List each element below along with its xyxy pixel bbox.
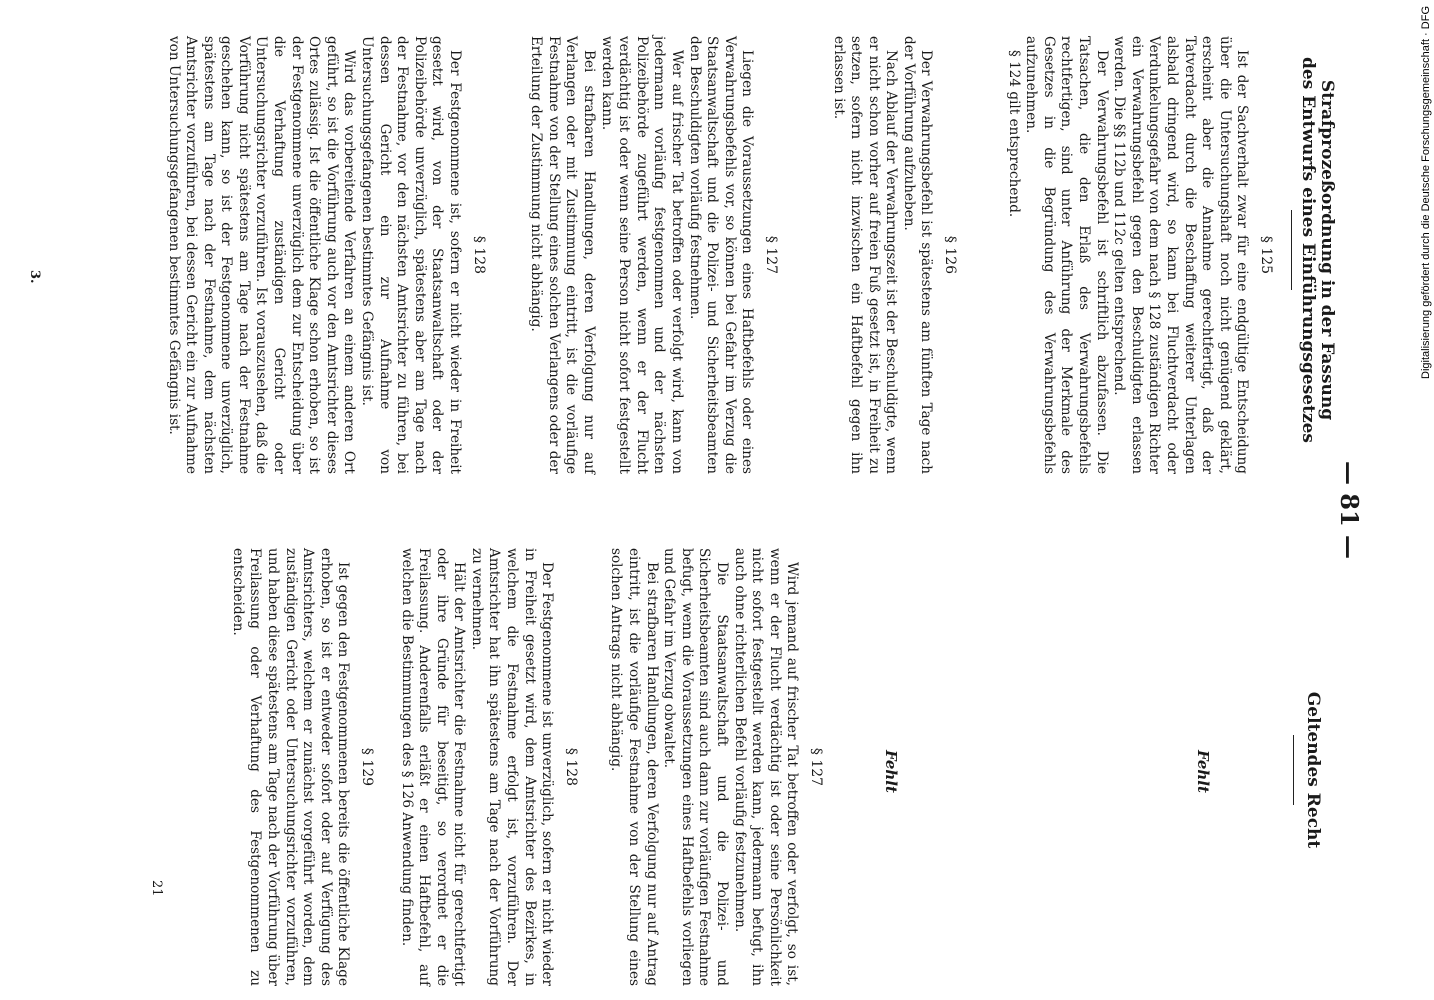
dfg-watermark xyxy=(1418,6,1434,996)
left-s128-p1: Der Festgenommene ist, sofern er nicht wieder in Freiheit gesetzt wird, von der Staatsanwaltschaft oder der Polizeibehörde unverzüglich, spätestens aber am Tage nach der Festnahme, vor den nächsten Amtsrichter zu führen, bei dessen Gericht ein zur Aufnahme von Untersuchungsgefangenen bestimmtes Gefängnis ist. xyxy=(359,36,464,474)
left-s126-p2: Nach Ablauf der Verwahrungszeit ist der Beschuldigte, wenn er nicht schon vorher auf freien Fuß gesetzt ist, in Freiheit zu setzen, sofern nicht inzwischen ein Haftbefehl gegen ihn erlassen ist. xyxy=(830,36,900,474)
right-s127-heading: § 127 xyxy=(808,747,824,787)
left-s125-heading: § 125 xyxy=(1258,235,1274,275)
right-s127-p3: Bei strafbaren Handlungen, deren Verfolgung nur auf Antrag eintritt, ist die vorläufige Festnahme von der Stellung eines solchen Antrags nicht abhängig. xyxy=(608,548,660,986)
right-s129-p1: Ist gegen den Festgenommenen bereits die öffentliche Klage erhoben, so ist er entweder sofort oder auf Verfügung des Amtsrichters, welchem er zunächst vorgeführt worden, dem zuständigen Gericht oder Untersuchungsrichter vorzuführen, und haben diese spätestens am Tage nach der Vorführung über Freilassung oder Verhaftung des Festgenommenen zu entscheiden. xyxy=(229,548,352,986)
right-s127-p2: Die Staatsanwaltschaft und die Polizei- und Sicherheitsbeamten sind auch dann zur vorläufigen Festnahme befugt, wenn die Voraussetzungen eines Haftbefehls vorliegen und Gefahr im Verzug obwaltet. xyxy=(661,548,731,986)
left-s128-p2: Wird das vorbereitende Verfahren an einem anderen Ort geführt, so ist die Vorführung auch vor den Amtsrichter dieses Ortes zulässig. Ist die öffentliche Klage schon erhoben, so ist der Festgenommene unverzüglich dem zur Entscheidung über die Verhaftung zuständigen Gericht oder Untersuchungsrichter vorzuführen. Ist vorauszusehen, daß die Vorführung nicht spätestens am Tage nach der Festnahme geschehen kann, so ist der Festgenommene unverzüglich, spätestens am Tage nach der Festnahme, dem nächsten Amtsrichter vorzuführen, bei dessen Gericht ein zur Aufnahme von Untersuchungsgefangenen bestimmtes Gefängnis ist. xyxy=(165,36,358,474)
right-s128-heading: § 128 xyxy=(562,747,579,787)
page-number: — 81 — xyxy=(1335,460,1364,560)
right-column xyxy=(228,548,834,986)
right-fehlt-1: Fehlt xyxy=(1194,750,1212,793)
right-s128-p2: Hält der Amtsrichter die Festnahme nicht für gerechtfertigt oder ihre Gründe für beseitigt, so verordnet er die Freilassung. Anderenfalls erläßt er einen Haftbefehl, auf welchen die Bestimmungen des § 126 Anwendung finden. xyxy=(398,548,468,986)
title-rule-left xyxy=(1291,210,1292,290)
left-column xyxy=(164,36,1284,474)
footer-signature-mark: 3. xyxy=(27,270,42,284)
left-s126-p1: Der Verwahrungsbefehl ist spätestens am fünften Tage nach der Vorführung aufzuheben. xyxy=(900,36,935,474)
right-s127-p1: Wird jemand auf frischer Tat betroffen oder verfolgt, so ist, wenn er der Flucht verdächtig ist oder seine Persönlichkeit nicht sofort festgestellt werden kann, jedermann befugt, ihn auch ohne richterlichen Befehl vorläufig festzunehmen. xyxy=(731,548,801,986)
left-s126-heading: § 126 xyxy=(942,235,959,275)
left-s128-heading: § 128 xyxy=(470,235,487,275)
left-s127-p1: Liegen die Voraussetzungen eines Haftbefehls oder eines Verwahrungsbefehls vor, so können bei Gefahr im Verzug die Staatsanwaltschaft und die Polizei- und Sicherheitsbeamten den Beschuldigten vorläufig festnehmen. xyxy=(686,36,756,474)
footer-page-number: 21 xyxy=(149,880,164,897)
left-s127-p2: Wer auf frischer Tat betroffen oder verfolgt wird, kann von jedermann vorläufig festgenommen und der nächsten Polizeibehörde zugeführt werden, wenn er der Flucht verdächtig ist oder wenn seine Person nicht sofort festgestellt werden kann. xyxy=(598,36,685,474)
right-s128-p1: Der Festgenommene ist unverzüglich, sofern er nicht wieder in Freiheit gesetzt wird, dem Amtsrichter des Bezirkes, in welchem die Festnahme erfolgt ist, vorzuführen. Der Amtsrichter hat ihn spätestens am Tage nach der Vorführung zu vernehmen. xyxy=(468,548,556,986)
right-s129-heading: § 129 xyxy=(358,747,375,787)
left-s125-p3: § 124 gilt entsprechend. xyxy=(1005,50,1022,218)
left-title-line1: Strafprozeßordnung in der Fassung xyxy=(1317,79,1337,421)
right-column-title: Geltendes Recht xyxy=(1303,691,1323,849)
left-s125-p2: Der Verwahrungsbefehl ist schriftlich abzufassen. Die Tatsachen, die den Erlaß des Verwahrungsbefehls rechtfertigen, sind unter Anführung der Merkmale des Gesetzes in die Begründung des Verwahrungsbefehls aufzunehmen. xyxy=(1023,36,1110,474)
right-fehlt-2: Fehlt xyxy=(882,750,900,793)
left-s127-heading: § 127 xyxy=(762,235,779,275)
title-rule-right xyxy=(1293,735,1294,805)
left-column-title xyxy=(1298,40,1336,460)
left-title-line2: des Entwurfs eines Einführungsgesetzes xyxy=(1298,57,1318,443)
dfg-watermark-text: Digitalisierung gefördert durch die Deutsche Forschungsgemeinschaft · DFG xyxy=(1420,6,1432,379)
left-s127-p3: Bei strafbaren Handlungen, deren Verfolgung nur auf Verlangen oder mit Zustimmung eintritt, ist die vorläufige Festnahme von der Stellung eines solchen Verlangens oder der Erteilung der Zustimmung nicht abhängig. xyxy=(528,36,597,474)
left-s125-p1: Ist der Sachverhalt zwar für eine endgültige Entscheidung über die Untersuchungshaft noch nicht genügend geklärt, erscheint aber die Annahme gerechtfertigt, daß der Tatverdacht durch die Beschaffung weiterer Unterlagen alsbald dringend wird, so kann bei Fluchtverdacht oder Verdunkelungsgefahr von dem nach § 128 zuständigen Richter ein Verwahrungsbefehl gegen den Beschuldigten erlassen werden. Die §§ 112b und 112c gelten entsprechend. xyxy=(1111,36,1251,474)
